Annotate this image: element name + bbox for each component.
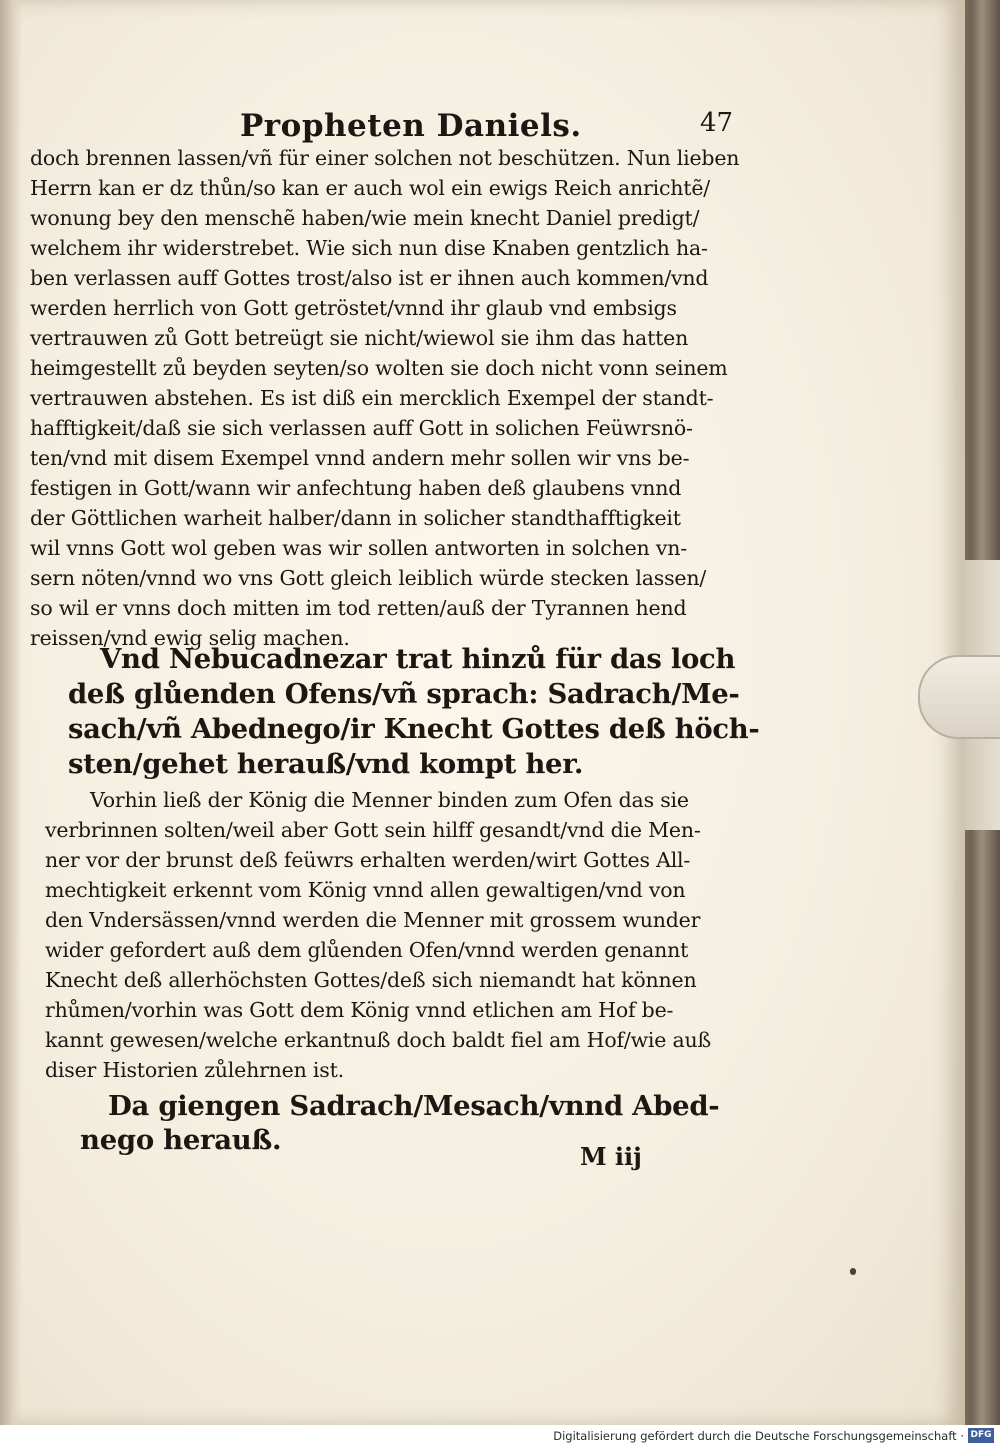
heading-line: sten/gehet herauß/vnd kompt her.	[68, 748, 584, 780]
text-line: verbrinnen solten/weil aber Gott sein hilff gesandt/vnd die Men-	[45, 818, 701, 842]
dfg-logo-icon: DFG	[968, 1428, 994, 1443]
text-line: ner vor der brunst deß feüwrs erhalten werden/wirt Gottes All-	[45, 848, 691, 872]
text-line: welchem ihr widerstrebet. Wie sich nun dise Knaben gentzlich ha-	[30, 236, 708, 260]
text-line: vertrauwen abstehen. Es ist diß ein mercklich Exempel der standt-	[30, 386, 714, 410]
text-line: Vorhin ließ der König die Menner binden zum Ofen das sie	[90, 788, 689, 812]
heading-line: Da giengen Sadrach/Mesach/vnnd Abed-	[108, 1090, 720, 1122]
text-line: Knecht deß allerhöchsten Gottes/deß sich niemandt hat können	[45, 968, 697, 992]
text-line: doch brennen lassen/vñ für einer solchen not beschützen. Nun lieben	[30, 146, 740, 170]
text-line: festigen in Gott/wann wir anfechtung haben deß glaubens vnnd	[30, 476, 682, 500]
text-line: ben verlassen auff Gottes trost/also ist er ihnen auch kommen/vnd	[30, 266, 709, 290]
text-line: rhůmen/vorhin was Gott dem König vnnd etlichen am Hof be-	[45, 998, 674, 1022]
running-head: Propheten Daniels.	[240, 108, 582, 144]
text-line: der Göttlichen warheit halber/dann in solicher standthafftigkeit	[30, 506, 681, 530]
text-line: heimgestellt zů beyden seyten/so wolten sie doch nicht vonn seinem	[30, 356, 728, 380]
text-line: den Vndersässen/vnnd werden die Menner mit grossem wunder	[45, 908, 701, 932]
text-line: mechtigkeit erkennt vom König vnnd allen gewaltigen/vnd von	[45, 878, 686, 902]
signature-mark: M iij	[580, 1142, 642, 1171]
page-number: 47	[700, 108, 734, 138]
heading-line: deß glůenden Ofens/vñ sprach: Sadrach/Me-	[68, 678, 740, 710]
text-line: hafftigkeit/daß sie sich verlassen auff Gott in solichen Feüwrsnö-	[30, 416, 693, 440]
text-line: reissen/vnd ewig selig machen.	[30, 626, 350, 650]
text-line: kannt gewesen/welche erkantnuß doch baldt fiel am Hof/wie auß	[45, 1028, 712, 1052]
text-line: wonung bey den menschẽ haben/wie mein knecht Daniel predigt/	[30, 206, 700, 230]
funding-credit: Digitalisierung gefördert durch die Deutsche Forschungsgemeinschaft ·	[553, 1429, 964, 1443]
text-line: diser Historien zůlehrnen ist.	[45, 1058, 344, 1082]
text-line: wil vnns Gott wol geben was wir sollen antworten in solchen vn-	[30, 536, 687, 560]
text-line: vertrauwen zů Gott betreügt sie nicht/wiewol sie ihm das hatten	[30, 326, 689, 350]
text-line: werden herrlich von Gott getröstet/vnnd ihr glaub vnd embsigs	[30, 296, 677, 320]
heading-line: sach/vñ Abednego/ir Knecht Gottes deß höch-	[68, 713, 760, 745]
paper-speck	[850, 1268, 856, 1275]
text-line: Herrn kan er dz thůn/so kan er auch wol ein ewigs Reich anrichtẽ/	[30, 176, 710, 200]
text-line: so wil er vnns doch mitten im tod retten/auß der Tyrannen hend	[30, 596, 687, 620]
digitization-footer	[0, 1425, 1000, 1447]
page-clip	[918, 655, 1000, 739]
gutter-shadow	[0, 0, 22, 1425]
text-line: sern nöten/vnnd wo vns Gott gleich leiblich würde stecken lassen/	[30, 566, 707, 590]
text-line: ten/vnd mit disem Exempel vnnd andern mehr sollen wir vns be-	[30, 446, 690, 470]
heading-line: Vnd Nebucadnezar trat hinzů für das loch	[100, 643, 736, 675]
text-line: wider gefordert auß dem glůenden Ofen/vnnd werden genannt	[45, 938, 689, 962]
heading-line: nego herauß.	[80, 1124, 282, 1156]
